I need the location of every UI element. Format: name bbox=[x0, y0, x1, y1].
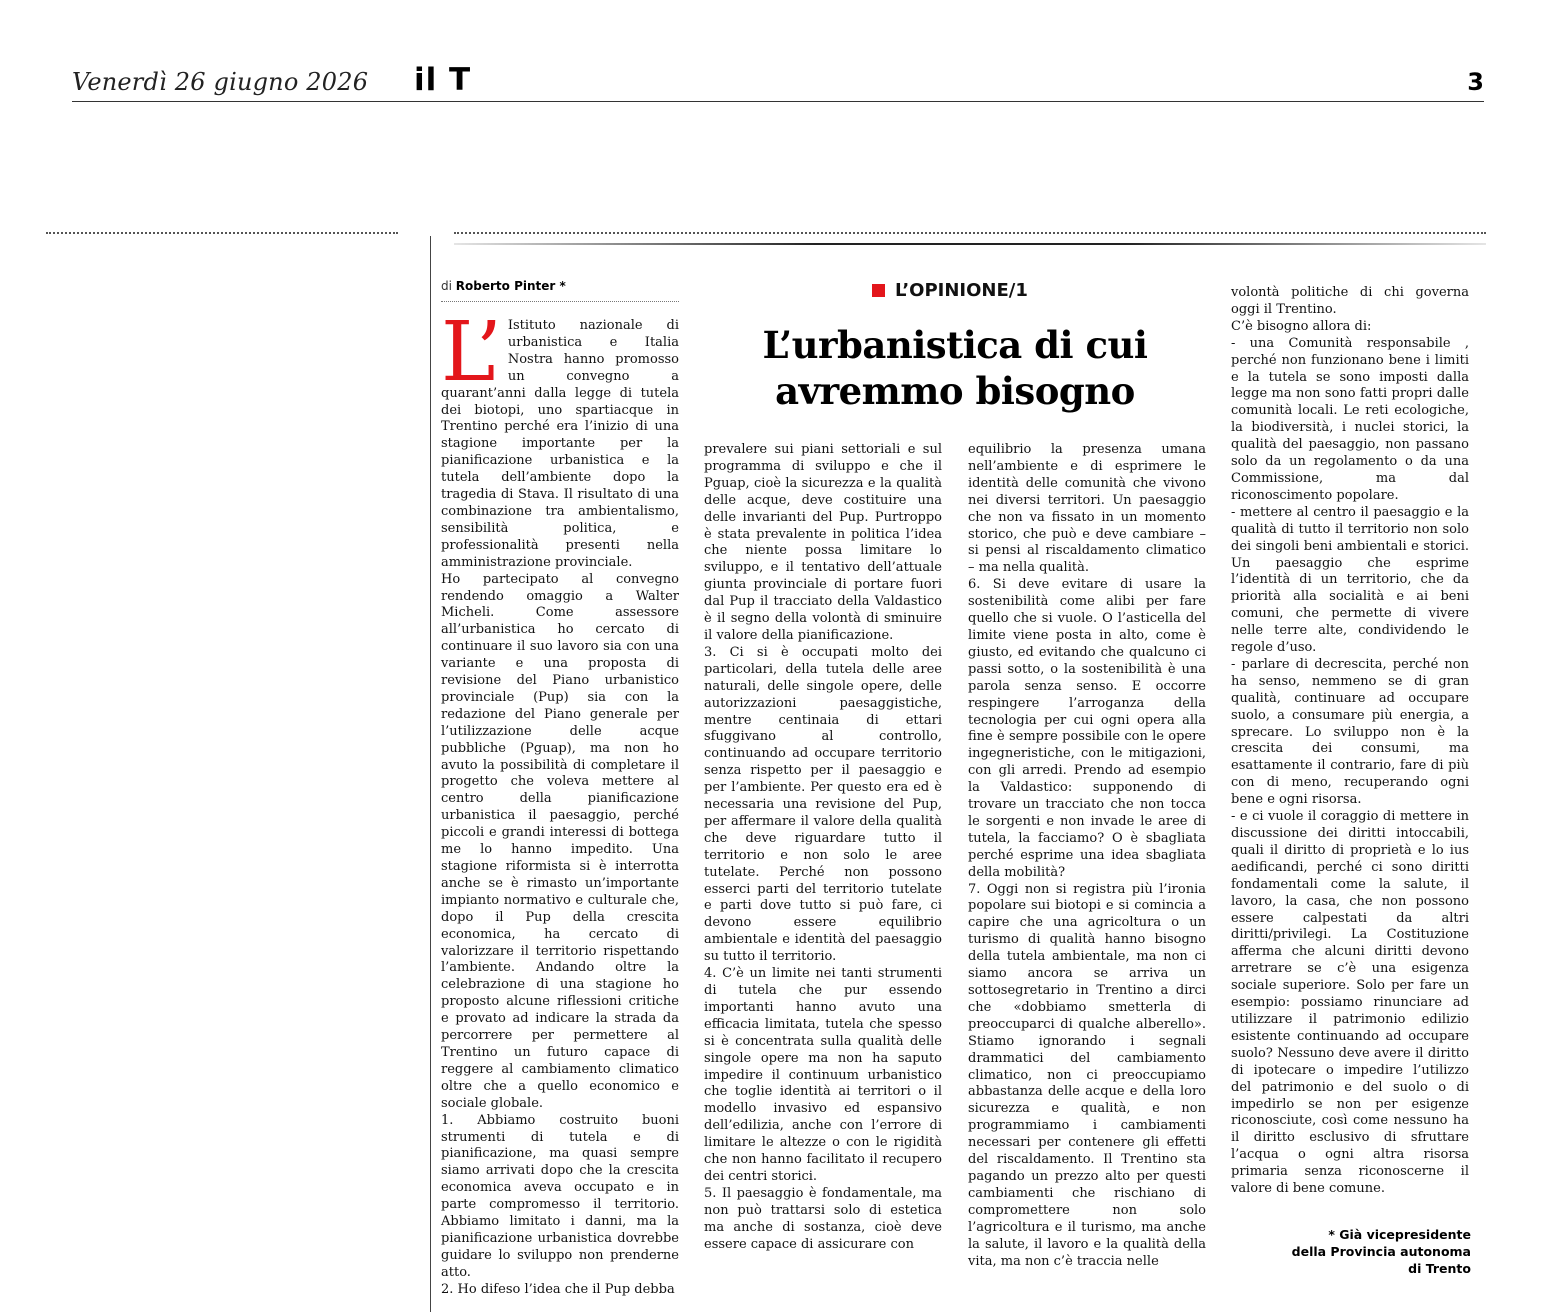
paragraph: prevalere sui piani settoriali e sul programma di sviluppo e che il Pguap, cioè la sicurezza e la qualità delle acque, deve costituire una delle invarianti del Pup. Purtroppo è stata prevalente in politica l’idea che niente possa limitare lo sviluppo, e il tentativo dell’attuale giunta provinciale di portare fuori dal Pup il tracciato della Valdastico è il segno della volontà di sminuire il valore della pianificazione. bbox=[704, 442, 942, 643]
article-column-4 bbox=[1231, 285, 1469, 1221]
list-item: - parlare di decrescita, perché non ha senso, nemmeno se di gran qualità, continuare ad occupare suolo, a consumare più energia, a sprecare. Lo sviluppo non è la crescita dei consumi, ma esattamente il contrario, fare di più con di meno, recuperando ogni bene e ogni risorsa. bbox=[1231, 656, 1469, 808]
column-divider bbox=[430, 236, 431, 1312]
paragraph: C’è bisogno allora di: bbox=[1231, 318, 1372, 334]
paragraph: 4. C’è un limite nei tanti strumenti di tutela che pur essendo importanti hanno avuto una efficacia limitata, tutela che spesso si è concentrata sulla qualità delle singole opere ma non ha saputo impedire il continuum urbanistico che toglie identità ai territori o il modello invasivo ed espansivo dell’edilizia, anche con l’errore di limitare le altezze o con le rigidità che non hanno facilitato il recupero dei centri storici. bbox=[704, 966, 942, 1184]
paragraph: equilibrio la presenza umana nell’ambiente e di esprimere le identità delle comunità che vivono nei diversi territori. Un paesaggio che non va fissato in un momento storico, che può e deve cambiare – si pensi al riscaldamento climatico – ma nella qualità. bbox=[968, 442, 1206, 576]
article-column-3 bbox=[968, 442, 1206, 1282]
page-number: 3 bbox=[1467, 68, 1484, 96]
paragraph: 3. Ci si è occupati molto dei particolari, della tutela delle aree naturali, delle singole opere, delle autorizzazioni paesaggistiche, mentre centinaia di ettari sfuggivano al controllo, continuando ad occupare territorio senza rispetto per il paesaggio e per l’ambiente. Per questo era ed è necessaria una revisione del Pup, per affermare il valore della qualità che deve riguardare tutto il territorio e non solo le aree tutelate. Perché non possono esserci parti del territorio tutelate e parti dove tutto si può fare, ci devono essere equilibrio ambientale e identità del paesaggio su tutto il territorio. bbox=[704, 644, 942, 965]
author-name: Roberto Pinter * bbox=[455, 279, 566, 293]
headline bbox=[700, 322, 1210, 414]
author-footnote bbox=[1231, 1226, 1471, 1277]
lead-paragraph: Istituto nazionale di urbanistica e Italia Nostra hanno promosso un convegno a quarant’anni dalla legge di tutela dei biotopi, uno spartiacque in Trentino perché era l’inizio di una stagione importante per la pianificazione urbanistica e la tutela dell’ambiente dopo la tragedia di Stava. Il risultato di una combinazione tra ambientalismo, sensibilità politica, e professionalità presenti nella amministrazione provinciale. bbox=[441, 318, 679, 570]
paragraph: volontà politiche di chi governa oggi il Trentino. bbox=[1231, 285, 1469, 317]
paragraph: Ho partecipato al convegno rendendo omaggio a Walter Micheli. Come assessore all’urbanistica ho cercato di continuare il suo lavoro sia con una variante e una proposta di revisione del Piano urbanistico provinciale (Pup) sia con la redazione del Piano generale per l’utilizzazione delle acque pubbliche (Pguap), ma non ho avuto la possibilità di completare il progetto che voleva mettere al centro della pianificazione urbanistica il paesaggio, perché piccoli e grandi interessi di bottega me lo hanno impedito. Una stagione riformista si è interrotta anche se è rimasto un’importante impianto normativo e culturale che, dopo il Pup della crescita economica, ha cercato di valorizzare il territorio rispettando l’ambiente. Andando oltre la celebrazione di una stagione ho proposto alcune riflessioni critiche e provato ad indicare la strada da percorrere per permettere al Trentino un futuro capace di reggere al cambiamento climatico oltre che a quello economico e sociale globale. bbox=[441, 571, 679, 1111]
red-square-icon bbox=[872, 284, 885, 297]
newspaper-logo: il T bbox=[414, 62, 472, 98]
dotted-divider-right bbox=[454, 232, 1486, 234]
paragraph: 7. Oggi non si registra più l’ironia popolare sui biotopi e si comincia a capire che una agricoltura o un turismo di qualità hanno bisogno della tutela ambientale, ma non ci siamo ancora se arriva un sottosegretario in Trentino a dirci che «dobbiamo smetterla di preoccuparci di qualche alberello». Stiamo ignorando i segnali drammatici del cambiamento climatico, non ci preoccupiamo abbastanza delle acque e della loro sicurezza e qualità, e non programmiamo i cambiamenti necessari per contenere gli effetti del riscaldamento. Il Trentino sta pagando un prezzo alto per questi cambiamenti che rischiano di compromettere non solo l’agricoltura e il turismo, ma anche la salute, il lavoro e la qualità della vita, ma non c’è traccia nelle bbox=[968, 881, 1206, 1269]
paragraph: 2. Ho difeso l’idea che il Pup debba bbox=[441, 1281, 675, 1297]
list-item: - e ci vuole il coraggio di mettere in discussione dei diritti intoccabili, quali il diritto di proprietà e lo ius aedificandi, perché ci sono diritti fondamentali come la salute, il lavoro, la casa, che non possono essere calpestati da altri diritti/privilegi. La Costituzione afferma che alcuni diritti devono arretrare se c’è una esigenza sociale superiore. Solo per fare un esempio: possiamo rinunciare ad utilizzare il patrimonio edilizio esistente continuando ad occupare suolo? Nessuno deve avere il diritto di ipotecare o impedire l’utilizzo del patrimonio e del suolo o di impedirlo se non per esigenze riconosciute, così come nessuno ha il diritto esclusivo di sfruttare l’acqua o ogni altra risorsa primaria senza riconoscerne il valore di bene comune. bbox=[1231, 809, 1469, 1197]
headline-line-1: L’urbanistica di cui bbox=[762, 323, 1148, 367]
paragraph: 5. Il paesaggio è fondamentale, ma non può trattarsi solo di estetica ma anche di sostanza, cioè deve essere capace di assicurare con bbox=[704, 1185, 942, 1252]
kicker-label: L’OPINIONE/1 bbox=[895, 280, 1028, 301]
dotted-divider-left bbox=[46, 232, 398, 234]
footnote-line-3: di Trento bbox=[1408, 1261, 1471, 1276]
paragraph: 1. Abbiamo costruito buoni strumenti di tutela e di pianificazione, ma quasi sempre siamo arrivati dopo che la crescita economica aveva occupato e in parte compromesso il territorio. Abbiamo limitato i danni, ma la pianificazione urbanistica dovrebbe guidare lo sviluppo non prenderne atto. bbox=[441, 1112, 679, 1280]
article-column-2 bbox=[704, 442, 942, 1282]
headline-line-2: avremmo bisogno bbox=[775, 369, 1135, 413]
section-rule bbox=[454, 243, 1486, 245]
list-item: - mettere al centro il paesaggio e la qualità di tutto il territorio non solo dei singoli beni ambientali e storici. Un paesaggio che esprime l’identità di un territorio, che da priorità alla socialità e ai beni comuni, che permette di vivere nelle terre alte, condividendo le regole d’uso. bbox=[1231, 504, 1469, 656]
byline bbox=[441, 279, 679, 302]
article-column-1 bbox=[441, 305, 679, 1297]
drop-cap: L’ bbox=[441, 305, 502, 400]
footnote-line-2: della Provincia autonoma bbox=[1291, 1244, 1471, 1259]
section-kicker bbox=[872, 280, 1028, 301]
byline-prefix: di bbox=[441, 279, 452, 293]
issue-date: Venerdì 26 giugno 2026 bbox=[72, 68, 369, 96]
list-item: - una Comunità responsabile , perché non funzionano bene i limiti e la tutela se sono imposti dalla legge ma non sono fatti propri dalle comunità locali. Le reti ecologiche, la biodiversità, i nuclei storici, la qualità del paesaggio, non passano solo da un regolamento o da una Commissione, ma dal riconoscimento popolare. bbox=[1231, 335, 1469, 503]
header-rule bbox=[72, 101, 1484, 102]
paragraph: 6. Si deve evitare di usare la sostenibilità come alibi per fare quello che si vuole. O l’asticella del limite viene posta in alto, come è giusto, ed evitando che qualcuno ci passi sotto, o la sostenibilità è una parola senza senso. E occorre respingere l’arroganza della tecnologia per cui ogni opera alla fine è sempre possibile con le opere ingegneristiche, con le mitigazioni, con gli arredi. Prendo ad esempio la Valdastico: supponendo di trovare un tracciato che non tocca le sorgenti e non invade le aree di tutela, la facciamo? O è sbagliata perché esprime una idea sbagliata della mobilità? bbox=[968, 577, 1206, 880]
footnote-line-1: * Già vicepresidente bbox=[1328, 1227, 1471, 1242]
